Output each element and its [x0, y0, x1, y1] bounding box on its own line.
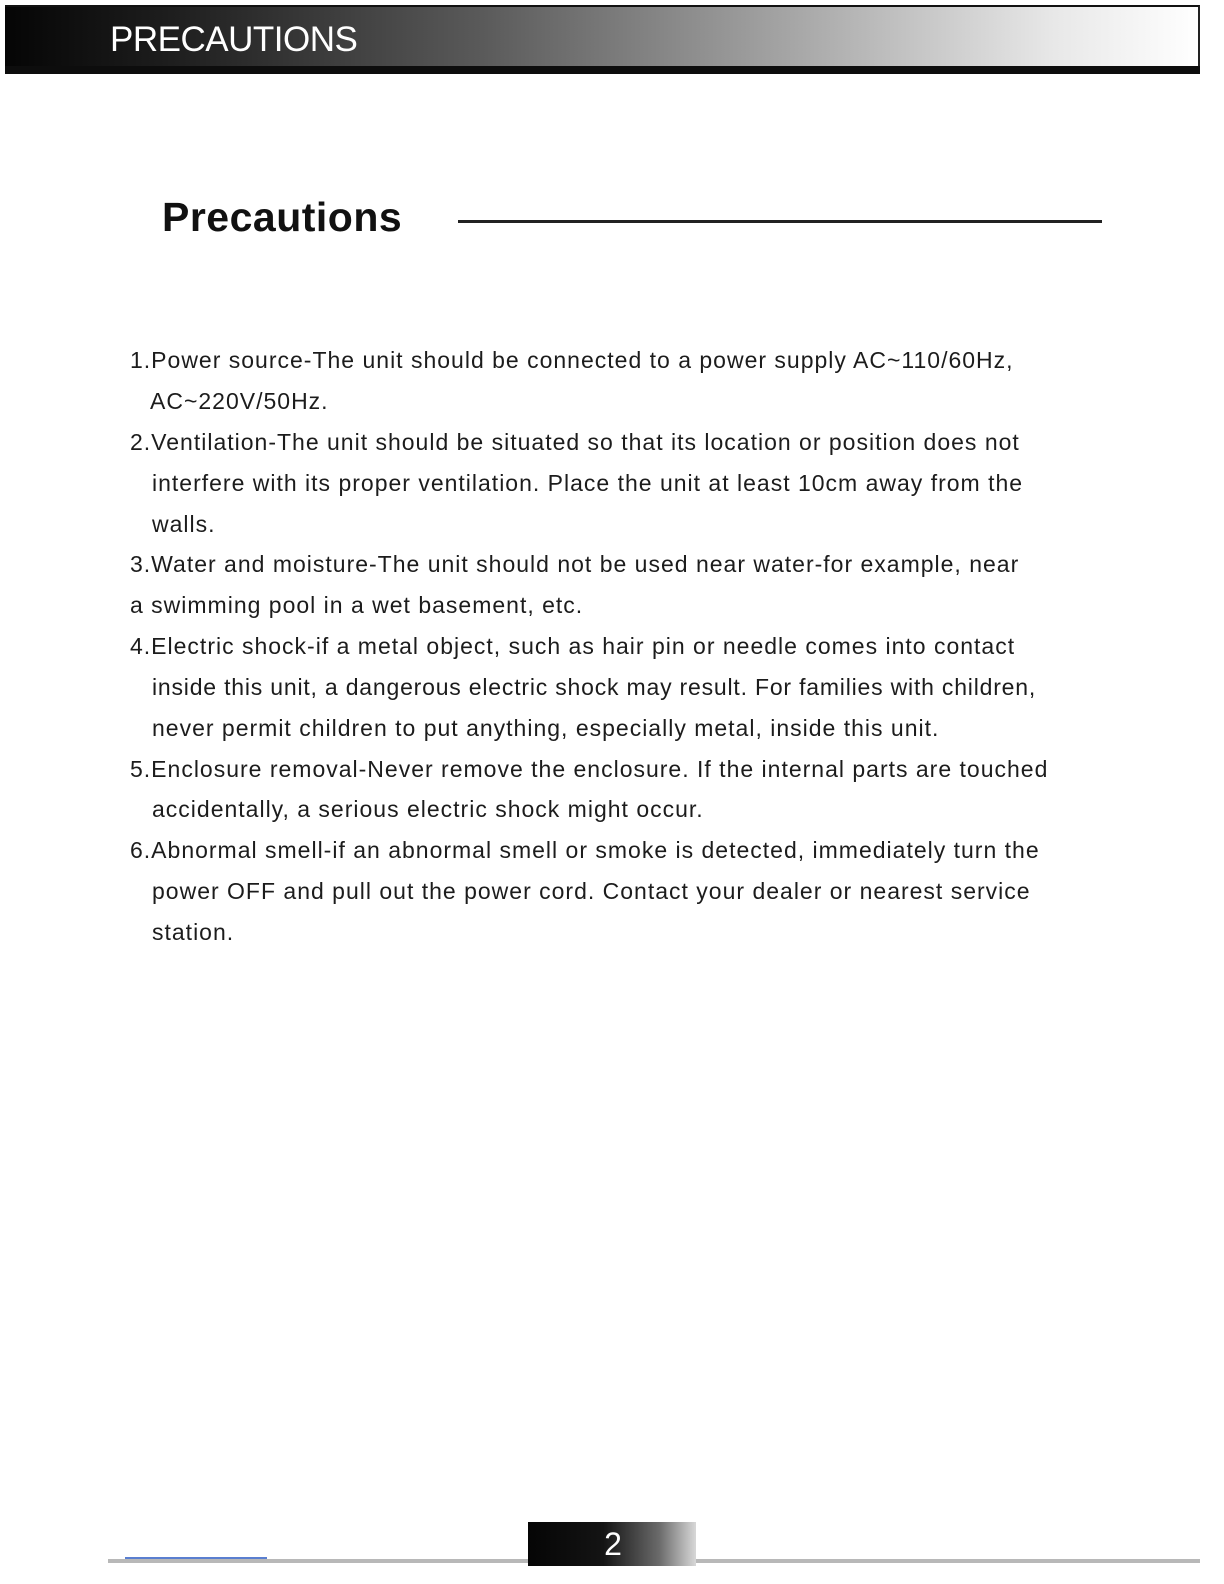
item-6-line-3: station. — [152, 919, 235, 945]
item-3-line-1: 3.Water and moisture-The unit should not be used near water-for example, near — [130, 551, 1020, 577]
item-4-line-1: 4.Electric shock-if a metal object, such as hair pin or needle comes into contact — [130, 633, 1016, 659]
item-2-line-2: interfere with its proper ventilation. Place the unit at least 10cm away from the — [152, 470, 1024, 496]
item-2-line-3: walls. — [152, 511, 216, 537]
title-rule — [458, 220, 1102, 223]
header-underline — [5, 66, 1200, 74]
page-number: 2 — [604, 1526, 622, 1562]
item-6-line-1: 6.Abnormal smell-if an abnormal smell or smoke is detected, immediately turn the — [130, 837, 1040, 863]
item-4-line-3: never permit children to put anything, especially metal, inside this unit. — [152, 715, 940, 741]
item-5-line-1: 5.Enclosure removal-Never remove the enclosure. If the internal parts are touched — [130, 756, 1049, 782]
item-4-line-2: inside this unit, a dangerous electric shock may result. For families with children, — [152, 674, 1037, 700]
item-5-line-2: accidentally, a serious electric shock might occur. — [152, 796, 704, 822]
item-1-line-1: 1.Power source-The unit should be connected to a power supply AC~110/60Hz, — [130, 347, 1014, 373]
item-2-line-1: 2.Ventilation-The unit should be situated so that its location or position does not — [130, 429, 1020, 455]
header-title: PRECAUTIONS — [110, 20, 358, 59]
footer-accent-line — [125, 1557, 267, 1559]
section-title: Precautions — [162, 194, 403, 240]
item-6-line-2: power OFF and pull out the power cord. Contact your dealer or nearest service — [152, 878, 1031, 904]
item-1-line-2: AC~220V/50Hz. — [150, 388, 329, 414]
item-3-line-2: a swimming pool in a wet basement, etc. — [130, 592, 584, 618]
